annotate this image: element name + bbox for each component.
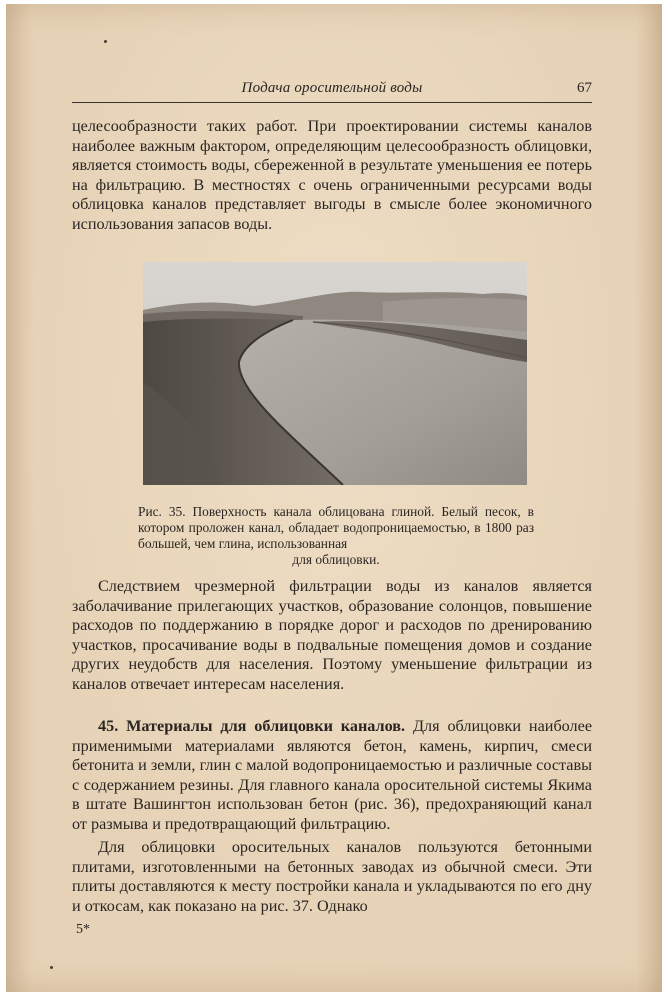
- section-heading: 45. Материалы для облицовки каналов.: [98, 717, 406, 735]
- figure-canal-photo: [143, 262, 527, 485]
- paragraph-section-45: [72, 717, 592, 835]
- paragraph-filtration-effects: Следствием чрезмерной фильтрации воды из каналов является заболачивание прилегающих участков, образование солонцов, повышение расходов по поддержанию в порядке дорог и расходов по дренированию участков, просачивание воды в подвальные помещения домов и создание других неудобств для населения. Поэтому уменьшение фильтрации из каналов отвечает интересам населения.: [72, 577, 592, 693]
- page-number: 67: [577, 80, 592, 96]
- running-header: [72, 80, 592, 103]
- paragraph-continuation: целесообразности таких работ. При проектировании системы каналов наиболее важным фактором, определяющим целесообразность облицовки, является стоимость воды, сбереженной в результате уменьшения ее потерь на фильтрацию. В местностях с очень ограниченными ресурсами воды облицовка каналов представляет выгоды в смысле более экономичного использования запасов воды.: [72, 117, 592, 233]
- figure-caption: [138, 504, 534, 568]
- paragraph-concrete-slabs: Для облицовки оросительных каналов пользуются бетонными плитами, изготовленными на бетонных заводах из обычной смеси. Эти плиты доставляются к месту постройки канала и укладываются по его дну и откосам, как показано на рис. 37. Однако: [72, 838, 592, 915]
- caption-text: Рис. 35. Поверхность канала облицована глиной. Белый песок, в котором проложен канал, обладает водопроницаемостью, в 1800 раз большей, чем глина, использованная: [138, 504, 534, 551]
- section-text: Для облицовки наиболее применимыми материалами являются бетон, камень, кирпич, смеси бетонита и земли, глин с малой водопроницаемостью и различные составы с содержанием резины. Для главного канала оросительной системы Якима в штате Вашингтон использован бетон (рис. 36), предохраняющий канал от размыва и предотвращающий фильтрацию.: [72, 717, 593, 833]
- canal-photo-image: [143, 262, 527, 485]
- paper-speck: [50, 966, 53, 969]
- book-page: [6, 4, 662, 992]
- caption-text-end: для облицовки.: [292, 552, 380, 567]
- paper-speck: [104, 40, 107, 43]
- header-title: Подача оросительной воды: [241, 80, 423, 96]
- printer-signature-mark: 5*: [76, 922, 90, 937]
